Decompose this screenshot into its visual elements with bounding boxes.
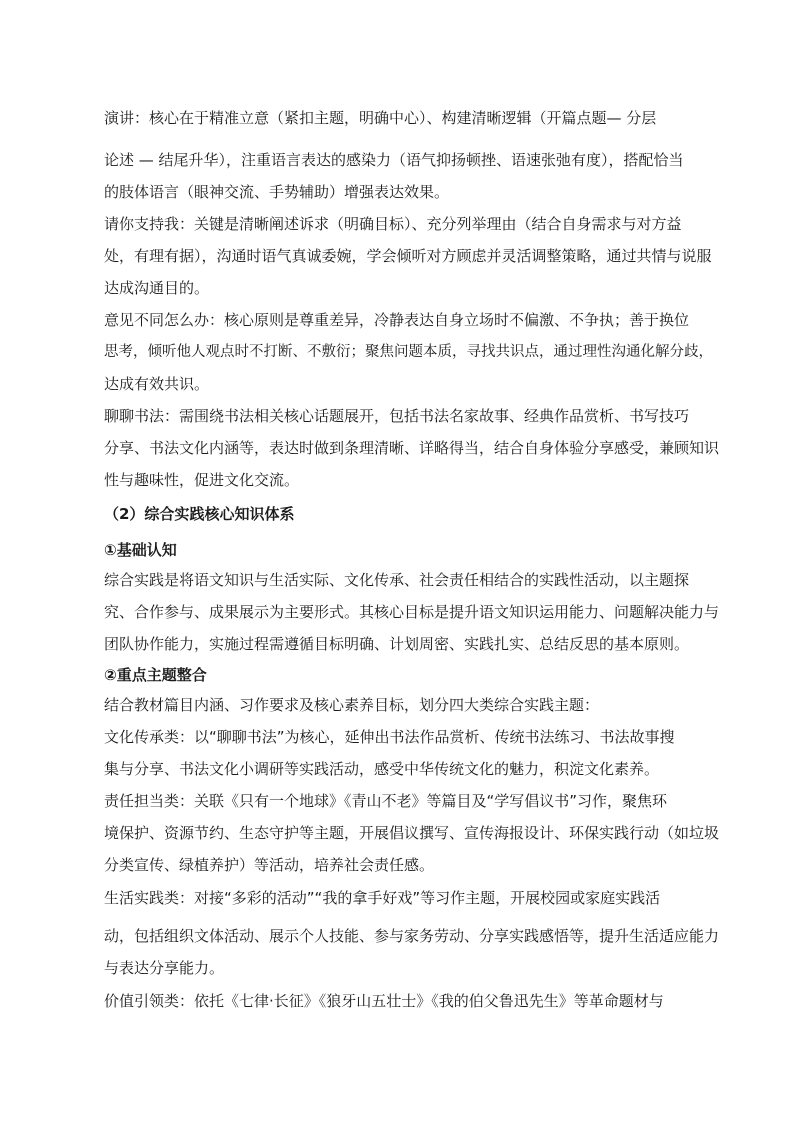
- text-line: 动，包括组织文体活动、展示个人技能、参与家务劳动、分享实践感悟等，提升生活适应能力: [104, 927, 719, 945]
- text-line: 文化传承类：以“聊聊书法”为核心，延伸出书法作品赏析、传统书法练习、书法故事搜: [104, 728, 675, 746]
- subsection-heading-themes: ②重点主题整合: [104, 666, 207, 684]
- text-line: 结合教材篇目内涵、习作要求及核心素养目标，划分四大类综合实践主题：: [104, 696, 600, 714]
- paragraph-calligraphy: [104, 400, 719, 496]
- text-line: 责任担当类：关联《只有一个地球》《青山不老》等篇目及“学写倡议书”习作，聚焦环: [104, 792, 668, 810]
- text-line: 生活实践类：对接“多彩的活动”“我的拿手好戏”等习作主题，开展校园或家庭实践活: [104, 889, 661, 907]
- text-line: 达成有效共识。: [104, 375, 210, 393]
- paragraph-culture: [104, 721, 719, 785]
- subsection-heading-basic: ①基础认知: [104, 541, 177, 559]
- text-line: 处，有理有据），沟通时语气真诚委婉，学会倾听对方顾虑并灵活调整策略，通过共情与说服: [104, 247, 712, 265]
- text-line: 究、合作参与、成果展示为主要形式。其核心目标是提升语文知识运用能力、问题解决能力与: [104, 603, 719, 621]
- paragraph-life: [104, 882, 719, 984]
- text-line: 请你支持我：关键是清晰阐述诉求（明确目标）、充分列举理由（结合自身需求与对方益: [104, 215, 682, 233]
- text-line: 分享、书法文化内涵等，表达时做到条理清晰、详略得当，结合自身体验分享感受，兼顾知识: [104, 439, 719, 457]
- text-line: 团队协作能力，实施过程需遵循目标明确、计划周密、实践扎实、总结反思的基本原则。: [104, 635, 690, 653]
- text-line: 价值引领类：依托《七律·长征》《狼牙山五壮士》《我的伯父鲁迅先生》等革命题材与: [104, 992, 664, 1010]
- text-line: 境保护、资源节约、生态守护等主题，开展倡议撰写、宣传海报设计、环保实践行动（如垃圾: [104, 824, 719, 842]
- paragraph-value: [104, 985, 719, 1017]
- text-line: 性与趣味性，促进文化交流。: [104, 471, 300, 489]
- section-heading: （2）综合实践核心知识体系: [104, 505, 295, 523]
- paragraph-disagree: [104, 304, 719, 400]
- paragraph-speech: [104, 102, 719, 208]
- paragraph-basic: [104, 564, 719, 660]
- text-line: 集与分享、书法文化小调研等实践活动，感受中华传统文化的魅力，积淀文化素养。: [104, 760, 660, 778]
- text-line: 聊聊书法：需围绕书法相关核心话题展开，包括书法名家故事、经典作品赏析、书写技巧: [104, 407, 690, 425]
- text-line: 论述 — 结尾升华），注重语言表达的感染力（语气抑扬顿挫、语速张弛有度），搭配恰当: [104, 151, 684, 169]
- text-line: 综合实践是将语文知识与生活实际、文化传承、社会责任相结合的实践性活动，以主题探: [104, 571, 690, 589]
- text-line: 的肢体语言（眼神交流、手势辅助）增强表达效果。: [104, 183, 450, 201]
- text-line: 意见不同怎么办：核心原则是尊重差异，冷静表达自身立场时不偏激、不争执；善于换位: [104, 311, 690, 329]
- paragraph-integrate: [104, 689, 719, 721]
- text-line: 与表达分享能力。: [104, 959, 225, 977]
- paragraph-support: [104, 208, 719, 304]
- text-line: 达成沟通目的。: [104, 279, 210, 297]
- text-line: 思考，倾听他人观点时不打断、不敷衍；聚焦问题本质，寻找共识点，通过理性沟通化解分歧，: [104, 344, 713, 360]
- paragraph-duty: [104, 785, 719, 881]
- text-line: 分类宣传、绿植养护）等活动，培养社会责任感。: [104, 856, 435, 874]
- text-line: 演讲：核心在于精准立意（紧扣主题，明确中心）、构建清晰逻辑（开篇点题— 分层: [104, 109, 657, 127]
